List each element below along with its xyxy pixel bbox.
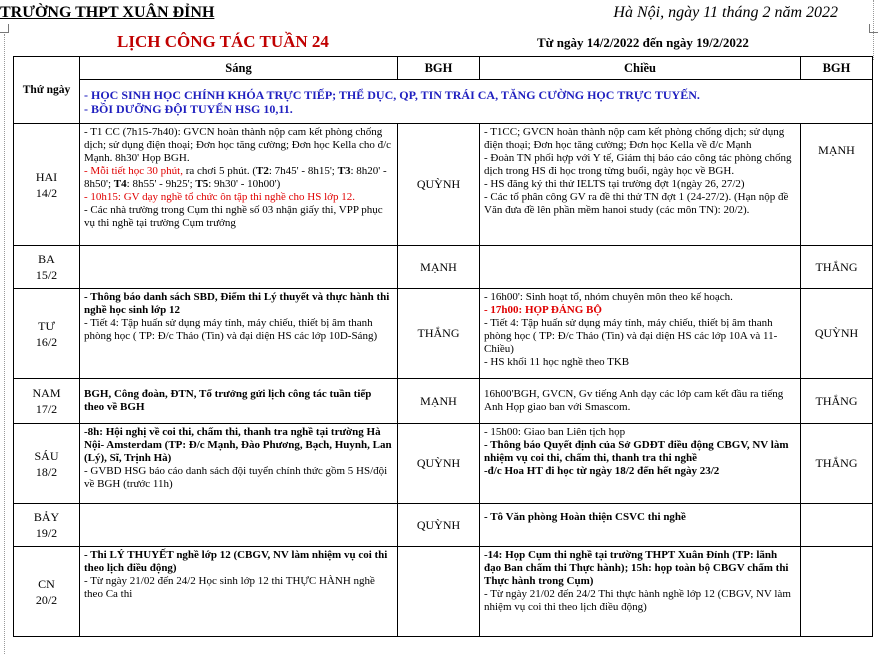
afternoon-item: - 16h00': Sinh hoạt tổ, nhóm chuyên môn theo kế hoạch. <box>484 291 733 303</box>
morning-cell <box>80 547 398 637</box>
period-time: : 9h30' - 10h00') <box>208 178 281 190</box>
schedule-title: LỊCH CÔNG TÁC TUẦN 24 <box>117 32 329 51</box>
header-day: Thứ ngày <box>14 57 80 124</box>
afternoon-item: - HS đăng ký thi thử IELTS tại trường đợt 1(ngày 26, 27/2) <box>484 178 745 190</box>
period-label: T4 <box>113 178 127 190</box>
afternoon-cell <box>480 379 801 424</box>
day-name: CN <box>38 576 55 591</box>
afternoon-item: - Từ ngày 21/02 đến 24/2 Thi thực hành nghề lớp 12 (CBGV, NV làm nhiệm vụ coi thi theo lịch điều động) <box>484 588 791 613</box>
afternoon-item: -14: Họp Cụm thi nghề tại trường THPT Xuân Đỉnh (TP: lãnh đạo Ban chấm thi Thực hành); 15h: họp toàn bộ CBGV chấm thi Thực hành trong Cụm) <box>484 549 789 587</box>
day-date: 20/2 <box>35 592 58 607</box>
morning-item: - 10h15: GV dạy nghề tổ chức ôn tập thi nghề cho HS lớp 12. <box>84 191 355 203</box>
afternoon-item: - 15h00: Giao ban Liên tịch họp <box>484 426 626 438</box>
afternoon-cell <box>480 504 801 547</box>
morning-item: - Các nhà trường trong Cụm thi nghề số 03 nhận giấy thi, VPP phục vụ thi nghề tại trường Cụm trưởng <box>84 204 383 229</box>
afternoon-item: -đ/c Hoa HT đi học từ ngày 18/2 đến hết ngày 23/2 <box>484 465 720 477</box>
banner-cell <box>80 80 873 124</box>
bgh-morning-cell: MẠNH <box>398 379 480 424</box>
table-row <box>14 424 873 504</box>
table-row <box>14 379 873 424</box>
morning-cell <box>80 124 398 246</box>
day-date: 17/2 <box>35 402 58 416</box>
day-cell <box>14 379 80 424</box>
day-cell <box>14 504 80 547</box>
bgh-afternoon-cell: THẮNG <box>801 379 873 424</box>
table-row <box>14 504 873 547</box>
day-cell <box>14 289 80 379</box>
morning-cell <box>80 504 398 547</box>
bgh-morning-cell: THẮNG <box>398 289 480 379</box>
day-cell <box>14 246 80 289</box>
day-cell <box>14 424 80 504</box>
afternoon-cell <box>480 246 801 289</box>
morning-item: BGH, Công đoàn, ĐTN, Tổ trưởng gửi lịch công tác tuần tiếp theo về BGH <box>84 388 372 413</box>
morning-item: - Tiết 4: Tập huấn sử dụng máy tính, máy chiếu, thiết bị âm thanh phòng học ( TP: Đ/c Thảo (Tin) và đại diện HS các lớp 10D-Sáng) <box>84 317 378 342</box>
table-row <box>14 246 873 289</box>
bgh-afternoon-cell: QUỲNH <box>801 289 873 379</box>
school-name: TRƯỜNG THPT XUÂN ĐỈNH <box>0 4 215 21</box>
bgh-afternoon-cell: THẮNG <box>801 424 873 504</box>
morning-item: - Từ ngày 21/02 đến 24/2 Học sinh lớp 12 thi THỰC HÀNH nghề theo Ca thi <box>84 575 375 600</box>
morning-cell <box>80 379 398 424</box>
header-bgh-morning: BGH <box>398 57 480 80</box>
afternoon-item: - Các tổ phân công GV ra đề thi thử TN đợt 1 (24-27/2). (Hạn nộp đề Văn đưa đề lên phần mềm hanoi study (các môn TN): 20/2). <box>484 191 789 216</box>
day-date: 16/2 <box>35 334 58 349</box>
bgh-morning-cell: MẠNH <box>398 246 480 289</box>
afternoon-item: - Tô Văn phòng Hoàn thiện CSVC thi nghề <box>484 511 686 523</box>
bgh-afternoon-cell <box>801 504 873 547</box>
table-row <box>14 289 873 379</box>
afternoon-item: - Thông báo Quyết định của Sở GDĐT điều động CBGV, NV làm nhiệm vụ coi thi, chấm thi, thanh tra thi nghề <box>484 439 789 464</box>
day-name: TƯ <box>38 318 55 333</box>
header-afternoon: Chiều <box>480 57 801 80</box>
morning-item: -8h: Hội nghị về coi thi, chấm thi, thanh tra nghề tại trường Hà Nội- Amsterdam (TP: Đ/c Mạnh, Đào Phương, Bạch, Huynh, Lan (Lý), Sĩ, Trịnh Hà) <box>84 426 392 464</box>
morning-item: - Thông báo danh sách SBD, Điểm thi Lý thuyết và thực hành thi nghề học sinh lớp 12 <box>84 291 390 316</box>
crop-mark-left <box>0 24 9 33</box>
afternoon-cell <box>480 289 801 379</box>
bgh-afternoon-cell: THẮNG <box>801 246 873 289</box>
table-header-row <box>14 57 873 80</box>
banner-line-2: - BỒI DƯỠNG ĐỘI TUYỂN HSG 10,11. <box>84 101 293 116</box>
period-label: T5 <box>195 178 209 190</box>
day-date: 19/2 <box>35 526 58 540</box>
bgh-morning-cell: QUỲNH <box>398 124 480 246</box>
afternoon-item: 16h00'BGH, GVCN, Gv tiếng Anh dạy các lớp cam kết đầu ra tiếng Anh Họp giao ban với Smascom. <box>484 388 784 413</box>
day-cell <box>14 547 80 637</box>
period-label: T3 <box>337 165 351 177</box>
day-name: BẢY <box>33 510 60 524</box>
morning-item: - T1 CC (7h15-7h40): GVCN hoàn thành nộp cam kết phòng chống dịch; sử dụng điện thoại; Đơn học tăng cường; Đơn học Kella cho đ/c Mạnh. 8h30' Họp BGH. <box>84 126 392 164</box>
day-name: NAM <box>32 386 61 400</box>
weekly-schedule-table <box>13 56 873 637</box>
day-date: 18/2 <box>35 464 58 479</box>
table-row <box>14 547 873 637</box>
day-name: HAI <box>35 169 58 184</box>
period-time: : 8h55' - 9h25'; <box>126 178 196 190</box>
banner-row <box>14 80 873 124</box>
day-date: 15/2 <box>35 268 58 282</box>
afternoon-item: - HS khối 11 học nghề theo TKB <box>484 356 630 368</box>
bgh-morning-cell: QUỲNH <box>398 424 480 504</box>
day-name: SÁU <box>34 448 59 463</box>
header-morning: Sáng <box>80 57 398 80</box>
document-date: Hà Nội, ngày 11 tháng 2 năm 2022 <box>613 4 838 21</box>
afternoon-cell <box>480 547 801 637</box>
morning-item <box>84 165 393 191</box>
day-name: BA <box>38 252 55 266</box>
period-break: ra chơi 5 phút. ( <box>183 165 257 177</box>
bgh-afternoon-cell: MẠNH <box>801 124 873 246</box>
afternoon-item: - Tiết 4: Tập huấn sử dụng máy tính, máy chiếu, thiết bị âm thanh phòng học ( TP: Đ/c Thảo (Tin) và đại diện HS các lớp 10A và 11- Chiều) <box>484 317 778 355</box>
period-duration: - Mỗi tiết học 30 phút, <box>84 165 183 177</box>
morning-item: - Thi LÝ THUYẾT nghề lớp 12 (CBGV, NV làm nhiệm vụ coi thi theo lịch điều động) <box>84 549 388 574</box>
day-cell <box>14 124 80 246</box>
crop-mark-right <box>869 24 878 33</box>
afternoon-item: - Đoàn TN phối hợp với Y tế, Giám thị báo cáo công tác phòng chống dịch trong HS đi học trong từng buổi, ngày học về BGH. <box>484 152 792 177</box>
afternoon-item: - T1CC; GVCN hoàn thành nộp cam kết phòng chống dịch; sử dụng điện thoại; Đơn học tăng cường; Đơn học Kella về đ/c Mạnh <box>484 126 785 151</box>
morning-cell <box>80 289 398 379</box>
afternoon-item: - 17h00: HỌP ĐẢNG BỘ <box>484 304 602 316</box>
bgh-morning-cell: QUỲNH <box>398 504 480 547</box>
bgh-afternoon-cell <box>801 547 873 637</box>
page-margin-line <box>4 34 5 654</box>
afternoon-cell <box>480 124 801 246</box>
morning-cell <box>80 246 398 289</box>
period-time: : 8h20' - 8h50'; <box>84 165 387 190</box>
morning-cell <box>80 424 398 504</box>
table-row <box>14 124 873 246</box>
period-label: T2 <box>256 165 269 177</box>
day-date: 14/2 <box>35 185 58 200</box>
date-range: Từ ngày 14/2/2022 đến ngày 19/2/2022 <box>537 35 749 50</box>
afternoon-cell <box>480 424 801 504</box>
period-time: : 7h45' - 8h15'; <box>268 165 338 177</box>
bgh-morning-cell <box>398 547 480 637</box>
banner-line-1: - HỌC SINH HỌC CHÍNH KHÓA TRỰC TIẾP; THỂ DỤC, QP, TIN TRÁI CA, TĂNG CƯỜNG HỌC TRỰC TUYẾN. <box>84 87 700 102</box>
morning-item: - GVBD HSG báo cáo danh sách đội tuyển chính thức gồm 5 HS/đội về BGH (trước 11h) <box>84 465 388 490</box>
header-bgh-afternoon: BGH <box>801 57 873 80</box>
